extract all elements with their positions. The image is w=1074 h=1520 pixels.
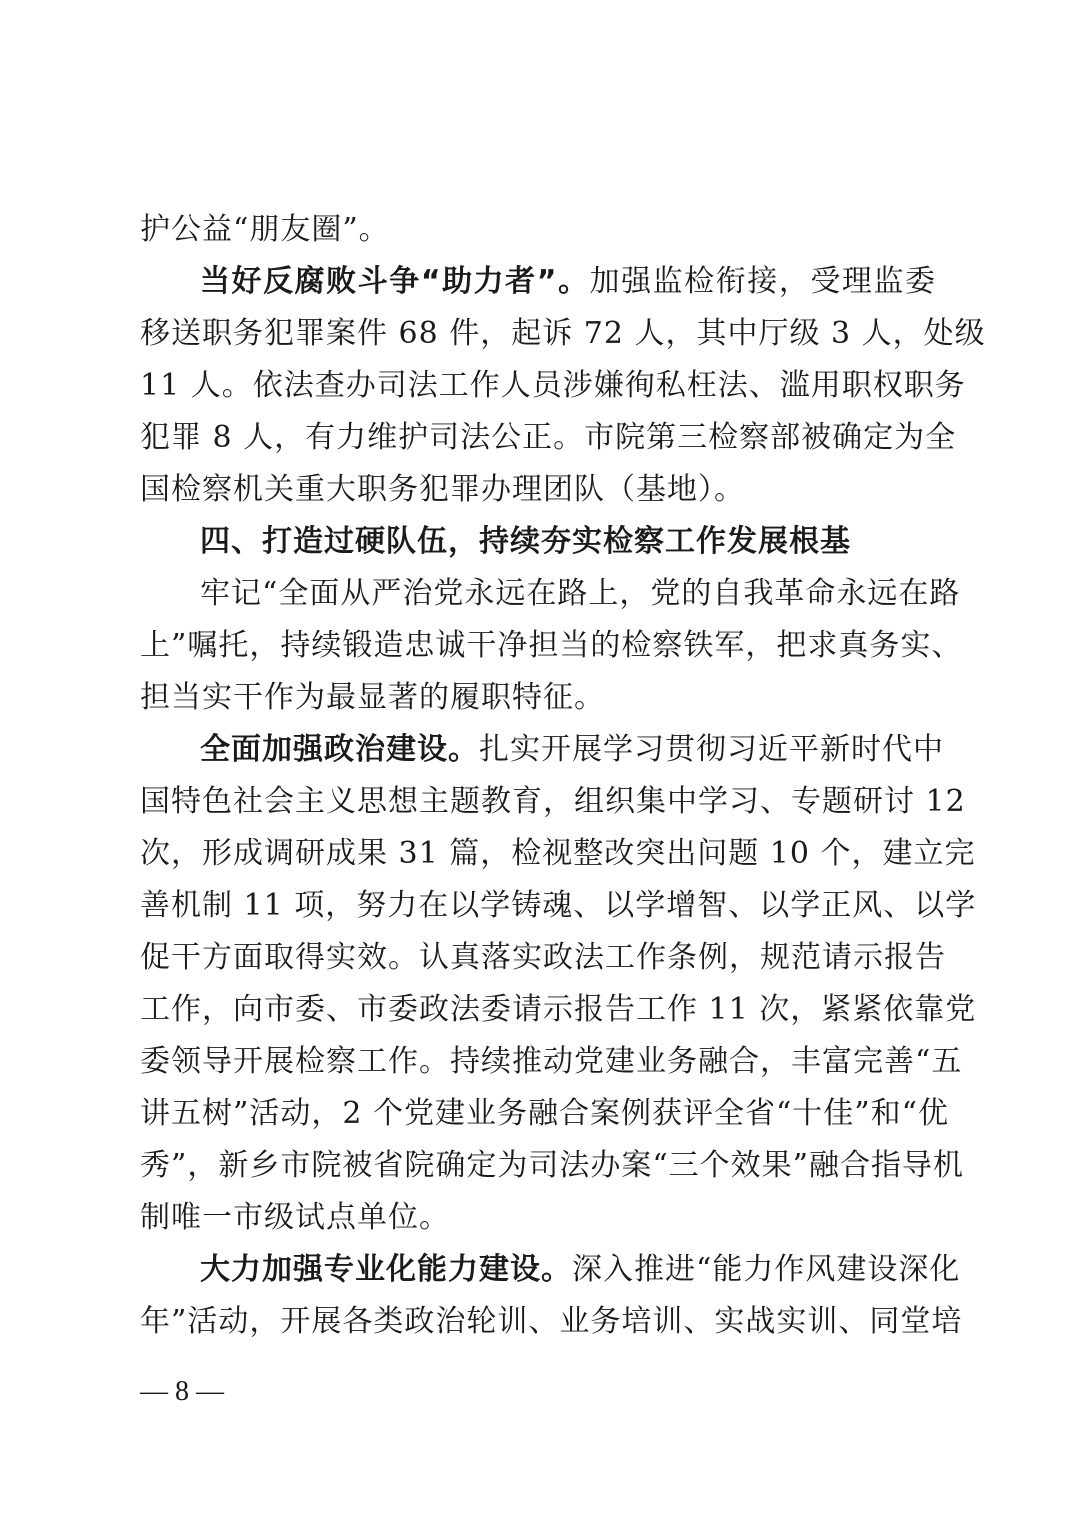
paragraph-line: 年”活动，开展各类政治轮训、业务培训、实战实训、同堂培 [140,1304,963,1339]
paragraph-line: 善机制 11 项，努力在以学铸魂、以学增智、以学正风、以学 [140,888,977,923]
paragraph-lead: 大力加强专业化能力建设。 [200,1252,572,1287]
paragraph-line: 工作，向市委、市委政法委请示报告工作 11 次，紧紧依靠党 [140,992,977,1027]
paragraph-line: 11 人。依法查办司法工作人员涉嫌徇私枉法、滥用职权职务 [140,368,966,403]
paragraph-text: 深入推进“能力作风建设深化 [572,1252,961,1287]
paragraph-line [200,728,944,772]
paragraph-line: 次，形成调研成果 31 篇，检视整改突出问题 10 个，建立完 [140,836,976,871]
paragraph-line: 上”嘱托，持续锻造忠诚干净担当的检察铁军，把求真务实、 [140,628,963,663]
paragraph-line: 牢记“全面从严治党永远在路上，党的自我革命永远在路 [200,576,961,611]
paragraph-line: 国检察机关重大职务犯罪办理团队（基地）。 [140,472,745,507]
paragraph-line: 秀”，新乡市院被省院确定为司法办案“三个效果”融合指导机 [140,1148,965,1183]
paragraph-line [200,260,936,304]
paragraph-line: 委领导开展检察工作。持续推动党建业务融合，丰富完善“五 [140,1044,963,1079]
paragraph-line: 制唯一市级试点单位。 [140,1200,450,1235]
paragraph-line: 担当实干作为最显著的履职特征。 [140,680,605,715]
paragraph-line: 护公益“朋友圈”。 [140,212,390,247]
paragraph-line: 讲五树”活动，2 个党建业务融合案例获评全省“十佳”和“优 [140,1096,949,1131]
paragraph-text: 加强监检衔接，受理监委 [589,264,937,299]
paragraph-line [200,1248,961,1292]
paragraph-lead: 全面加强政治建设。 [200,732,479,767]
paragraph-line: 国特色社会主义思想主题教育，组织集中学习、专题研讨 12 [140,784,966,819]
paragraph-line: 促干方面取得实效。认真落实政法工作条例，规范请示报告 [140,940,946,975]
paragraph-line: 犯罪 8 人，有力维护司法公正。市院第三检察部被确定为全 [140,420,957,455]
paragraph-text: 扎实开展学习贯彻习近平新时代中 [479,732,944,767]
page-number: — 8 — [140,1376,224,1407]
paragraph-lead: 当好反腐败斗争“助力者”。 [200,264,590,299]
paragraph-line: 移送职务犯罪案件 68 件，起诉 72 人，其中厅级 3 人，处级 [140,316,986,351]
section-heading: 四、打造过硬队伍，持续夯实检察工作发展根基 [200,524,851,559]
